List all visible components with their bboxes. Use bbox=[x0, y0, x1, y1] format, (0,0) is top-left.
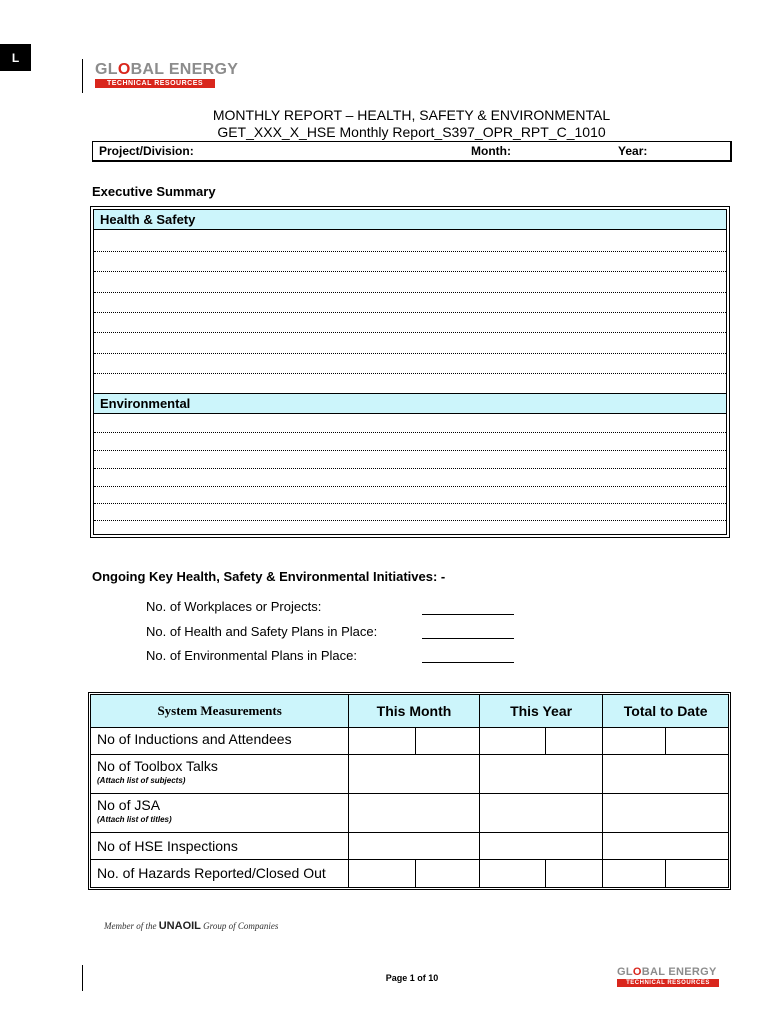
total-to-date-header: Total to Date bbox=[603, 695, 729, 728]
this-month-cell[interactable] bbox=[349, 794, 480, 833]
executive-summary-box bbox=[90, 206, 730, 538]
environmental-line[interactable] bbox=[94, 486, 726, 487]
health-safety-line[interactable] bbox=[94, 353, 726, 354]
this-year-cell[interactable] bbox=[479, 833, 603, 860]
total-to-date-cell[interactable] bbox=[603, 860, 665, 888]
project-division-label: Project/Division: bbox=[99, 144, 194, 158]
this-month-cell[interactable] bbox=[349, 728, 415, 755]
project-info-row bbox=[92, 141, 732, 162]
corner-tag: L bbox=[0, 44, 31, 71]
environmental-line[interactable] bbox=[94, 520, 726, 521]
this-year-cell[interactable] bbox=[479, 794, 603, 833]
executive-summary-heading: Executive Summary bbox=[92, 184, 216, 199]
logo-brand: GLOBAL ENERGY bbox=[95, 61, 239, 78]
health-safety-line[interactable] bbox=[94, 292, 726, 293]
table-row bbox=[91, 794, 729, 833]
health-safety-line[interactable] bbox=[94, 271, 726, 272]
this-month-cell[interactable] bbox=[349, 860, 415, 888]
health-safety-line[interactable] bbox=[94, 312, 726, 313]
env-plans-count-field[interactable] bbox=[422, 662, 514, 663]
health-safety-line[interactable] bbox=[94, 332, 726, 333]
footer-logo-brand: GLOBAL ENERGY bbox=[617, 966, 717, 978]
table-row bbox=[91, 728, 729, 755]
report-title-block bbox=[92, 107, 731, 141]
row-label: No of HSE Inspections bbox=[91, 833, 349, 860]
row-label: No of Toolbox Talks (Attach list of subjects) bbox=[91, 755, 349, 794]
row-label: No of Inductions and Attendees bbox=[91, 728, 349, 755]
this-month-cell[interactable] bbox=[349, 833, 480, 860]
header-divider bbox=[82, 59, 83, 93]
workplaces-count-field[interactable] bbox=[422, 614, 514, 615]
health-safety-line[interactable] bbox=[94, 251, 726, 252]
total-to-date-cell[interactable] bbox=[603, 728, 665, 755]
unaoil-logo: UNAOIL bbox=[158, 920, 201, 932]
table-header-row bbox=[91, 695, 729, 728]
row-note: (Attach list of subjects) bbox=[97, 776, 186, 785]
this-month-header: This Month bbox=[349, 695, 480, 728]
total-to-date-cell[interactable] bbox=[603, 794, 729, 833]
footer-divider bbox=[82, 965, 83, 991]
total-to-date-cell[interactable] bbox=[603, 833, 729, 860]
system-measurements-table bbox=[90, 694, 729, 888]
workplaces-count-label: No. of Workplaces or Projects: bbox=[146, 599, 322, 614]
table-row bbox=[91, 755, 729, 794]
environmental-header: Environmental bbox=[94, 393, 726, 414]
this-month-cell[interactable] bbox=[415, 860, 479, 888]
this-month-cell[interactable] bbox=[415, 728, 479, 755]
this-year-header: This Year bbox=[479, 695, 603, 728]
hs-plans-count-label: No. of Health and Safety Plans in Place: bbox=[146, 624, 378, 639]
this-year-cell[interactable] bbox=[479, 755, 603, 794]
this-month-cell[interactable] bbox=[349, 755, 480, 794]
this-year-cell[interactable] bbox=[546, 860, 603, 888]
health-safety-header: Health & Safety bbox=[94, 210, 726, 230]
system-measurements-header: System Measurements bbox=[91, 695, 349, 728]
row-label: No. of Hazards Reported/Closed Out bbox=[91, 860, 349, 888]
health-safety-line[interactable] bbox=[94, 373, 726, 374]
hs-plans-count-field[interactable] bbox=[422, 638, 514, 639]
year-label: Year: bbox=[618, 144, 648, 158]
total-to-date-cell[interactable] bbox=[665, 860, 728, 888]
page-number: Page 1 of 10 bbox=[385, 973, 439, 983]
row-label: No of JSA (Attach list of titles) bbox=[91, 794, 349, 833]
this-year-cell[interactable] bbox=[479, 860, 545, 888]
environmental-line[interactable] bbox=[94, 450, 726, 451]
env-plans-count-label: No. of Environmental Plans in Place: bbox=[146, 648, 357, 663]
logo-subtitle: TECHNICAL RESOURCES bbox=[95, 79, 215, 88]
this-year-cell[interactable] bbox=[546, 728, 603, 755]
footer-logo-subtitle: TECHNICAL RESOURCES bbox=[617, 979, 719, 987]
company-logo bbox=[95, 62, 238, 88]
initiatives-heading: Ongoing Key Health, Safety & Environmental Initiatives: - bbox=[92, 569, 446, 584]
footer-company-logo bbox=[617, 967, 719, 987]
row-note: (Attach list of titles) bbox=[97, 815, 172, 824]
total-to-date-cell[interactable] bbox=[603, 755, 729, 794]
table-row bbox=[91, 860, 729, 888]
environmental-line[interactable] bbox=[94, 503, 726, 504]
member-of-group-line: Member of the UNAOIL Group of Companies bbox=[104, 920, 279, 932]
environmental-line[interactable] bbox=[94, 468, 726, 469]
this-year-cell[interactable] bbox=[479, 728, 545, 755]
report-title: MONTHLY REPORT – HEALTH, SAFETY & ENVIRONMENTAL bbox=[212, 107, 611, 123]
document-code: GET_XXX_X_HSE Monthly Report_S397_OPR_RPT_C_1010 bbox=[217, 124, 606, 140]
total-to-date-cell[interactable] bbox=[665, 728, 728, 755]
table-row bbox=[91, 833, 729, 860]
month-label: Month: bbox=[471, 144, 511, 158]
environmental-line[interactable] bbox=[94, 432, 726, 433]
